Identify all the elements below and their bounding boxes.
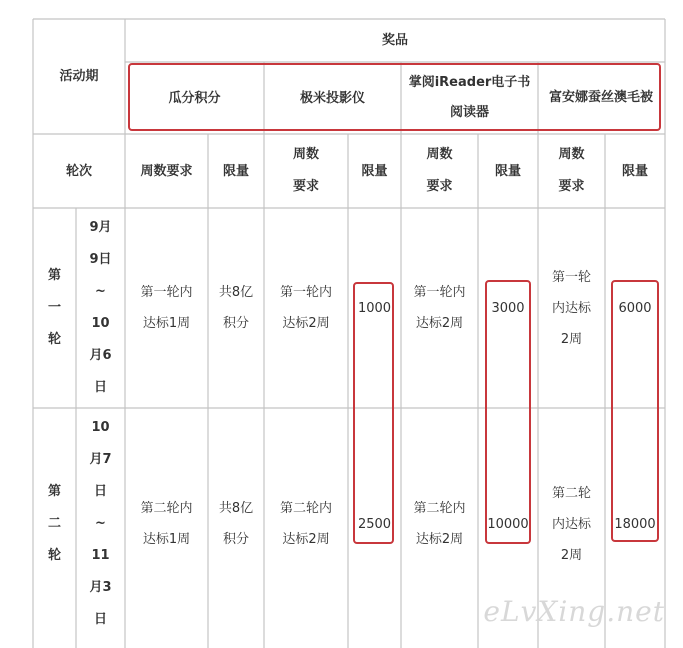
weeks-req-header: 周数 要求 — [426, 147, 453, 194]
weeks-req-header: 周数 要求 — [558, 147, 585, 194]
quilt-requirement: 第二轮 内达标 2周 — [551, 485, 591, 563]
quilt-limit-highlight-box — [611, 280, 659, 542]
prize-quilt-header: 富安娜蚕丝澳毛被 — [548, 90, 653, 105]
watermark: eLvXing.net — [483, 595, 665, 628]
round-header: 轮次 — [65, 163, 92, 179]
prize-projector-header: 极米投影仪 — [299, 90, 365, 106]
weeks-req-header: 周数 要求 — [292, 147, 319, 194]
ereader-limit: 3000 — [491, 300, 525, 316]
round-name: 第 一 轮 — [47, 268, 61, 347]
period-header: 活动期 — [59, 69, 99, 84]
quilt-requirement: 第一轮 内达标 2周 — [551, 269, 591, 347]
points-limit: 共8亿 积分 — [218, 285, 254, 331]
prize-ereader-header: 掌阅iReader电子书阅读器 — [408, 75, 531, 120]
projector-requirement: 第一轮内 达标2周 — [279, 285, 332, 331]
limit-header: 限量 — [222, 163, 249, 179]
points-requirement: 第一轮内 达标1周 — [140, 285, 193, 331]
ereader-requirement: 第一轮内 达标2周 — [413, 285, 466, 331]
ereader-limit-highlight-box — [485, 280, 531, 544]
weeks-req-header: 周数要求 — [140, 163, 193, 179]
round-period: 9月 9日 ~ 10 月6 日 — [89, 220, 112, 395]
points-requirement: 第二轮内 达标1周 — [140, 501, 193, 547]
quilt-limit: 6000 — [618, 300, 652, 316]
limit-header: 限量 — [621, 163, 648, 179]
projector-limit: 2500 — [357, 516, 392, 532]
limit-header: 限量 — [361, 163, 388, 179]
prizes-header: 奖品 — [381, 33, 408, 48]
points-limit: 共8亿 积分 — [218, 501, 254, 547]
ereader-requirement: 第二轮内 达标2周 — [413, 501, 466, 547]
round-period: 10 月7 日 ~ 11 月3 日 — [89, 420, 112, 627]
prizes-highlight-box — [128, 63, 661, 131]
prize-points-header: 瓜分积分 — [168, 90, 221, 106]
projector-requirement: 第二轮内 达标2周 — [279, 501, 332, 547]
projector-limit-highlight-box — [353, 282, 394, 544]
projector-limit: 1000 — [357, 300, 392, 316]
quilt-limit: 18000 — [614, 516, 656, 532]
limit-header: 限量 — [494, 163, 521, 179]
round-name: 第 二 轮 — [47, 484, 61, 563]
ereader-limit: 10000 — [487, 516, 529, 532]
